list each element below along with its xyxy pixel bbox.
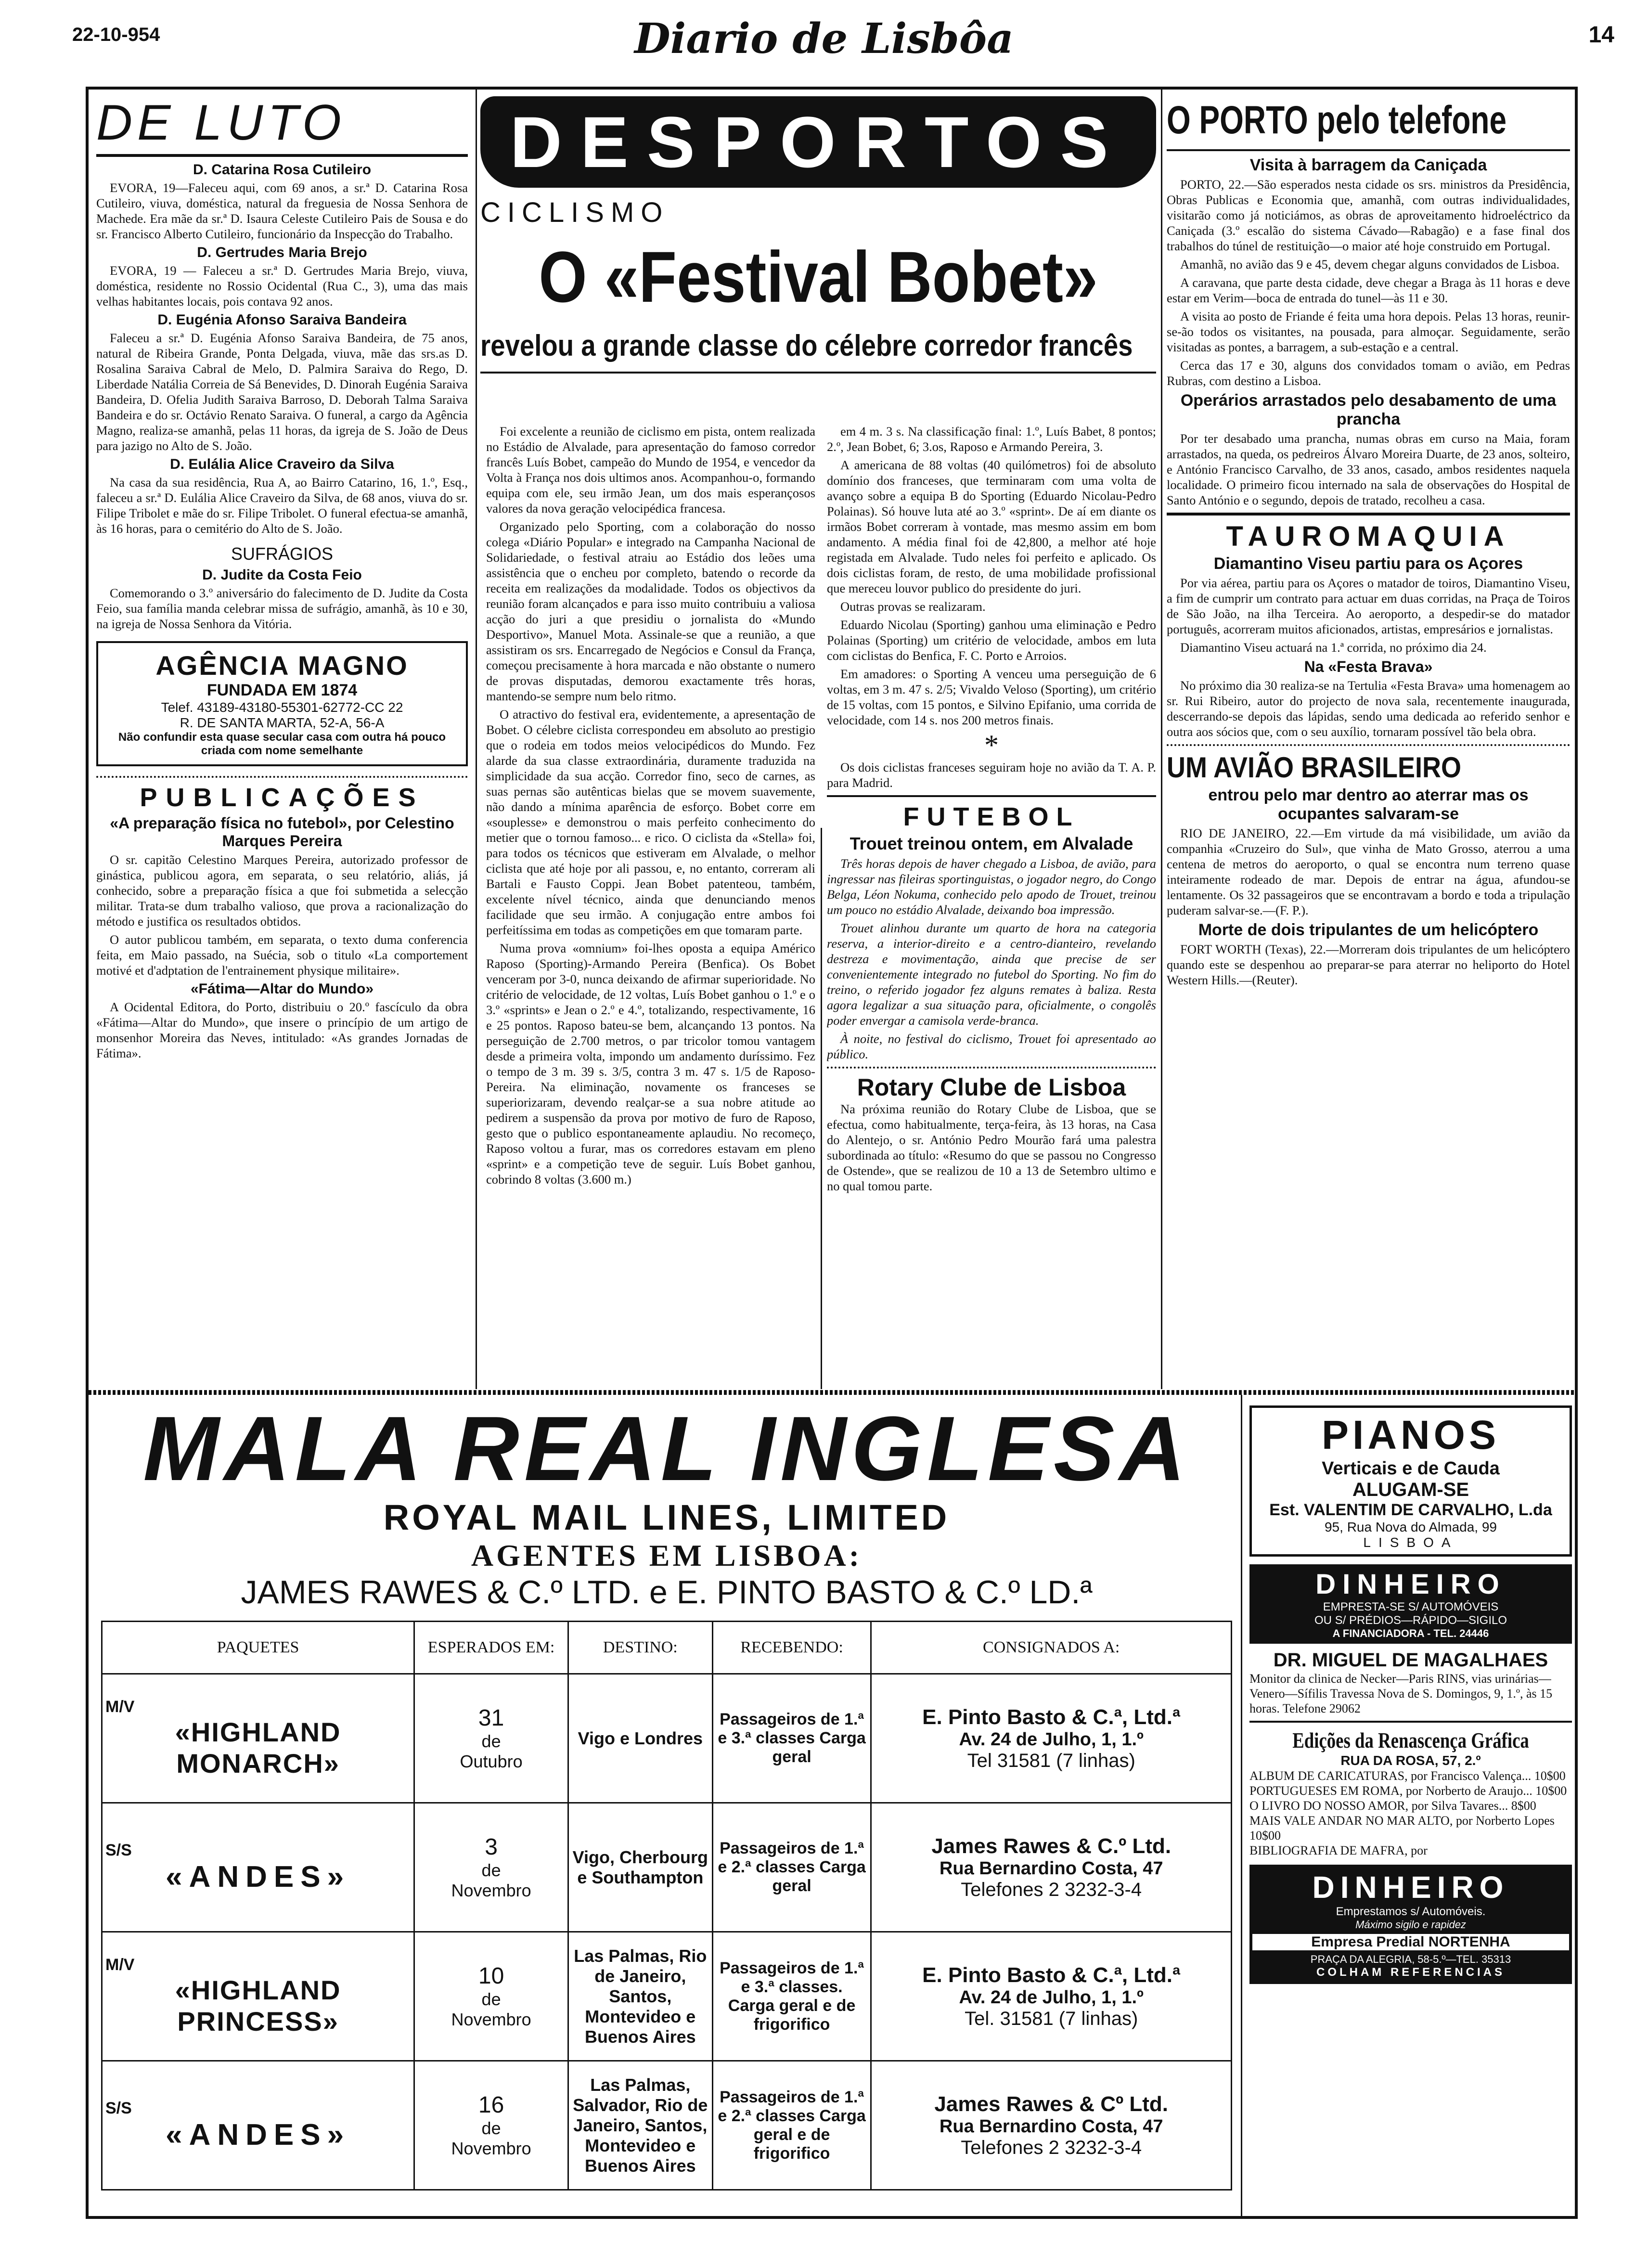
section-ciclismo: CICLISMO — [480, 197, 670, 228]
porto-head: Visita à barragem da Caniçada — [1249, 156, 1487, 174]
arrival-day: 3 — [485, 1834, 498, 1860]
dinheiro-line: EMPRESTA-SE S/ AUTOMÓVEIS — [1323, 1600, 1499, 1613]
arrival-day: 31 — [478, 1705, 504, 1731]
obituary-text: Faleceu a sr.ª D. Eugénia Afonso Saraiva Bandeira, de 75 anos, natural de Ribeira Grande, Ponta Delgada, viuva, mãe das srs.as D. Rosalina Saraiva Cabral de Melo, D. Palmira Saraiva do Rego, D. Liberdade Natália Correia de Sá Benevides, D. Dinorah Eugénia Saraiva Bandeira, D. Ofelia Judith Saraiva Barroso, D. Deborah Talma Saraiva Bandeira e do sr. Octávio Renato Saraiva. O funeral, a cargo da Agência Magno, realiza-se amanhã, pelas 11 horas, da igreja de S. João de Deus para jazigo no Alto de S. João. — [96, 331, 468, 453]
pianos-title: PIANOS — [1321, 1412, 1500, 1457]
article-paragraph: Numa prova «omnium» foi-lhes oposta a equipa Américo Raposo (Sporting)-Armando Pereira (Benfica). Os Bobet venceram por 3-0, nunca deixando de afirmar superioridade. No critério de velocidade, de 12 voltas, Luís Bobet ganhou o 1.º e o 3.º «sprints» e Jean o 2.º e 4.º, totalizando, respectivamente, 16 e 25 pontos. Raposo bateu-se bem, alcançando 13 pontos. Na perseguição de 2.700 metros, o par tricolor tomou vantagem desde a primeira volta, impondo um andamento duríssimo. Fez o tempo de 3 m. 39 s. 3/5, contra 3 m. 47 s. 1/5 de Raposo-Pereira. Na eliminação, novamente os franceses se superiorizaram, devendo realçar-se a sua nobre atitude ao pedirem a suspensão da prova por motivo de furo de Raposo, gesto que o publico espontaneamente aplaudiu. No recomeço, Raposo voltou a furar, mas os corredores estavam em pleno «sprint» e a competição teve de seguir. Luís Bobet ganhou, cobrindo 8 voltas (3.600 m.) — [486, 941, 815, 1186]
consignee-address: Rua Bernardino Costa, 47 — [939, 1858, 1163, 1879]
luto-title: DE LUTO — [96, 96, 346, 151]
receiving: Passageiros de 1.ª e 3.ª classes Carga geral — [712, 1674, 871, 1803]
arrival-month: Novembro — [451, 2139, 531, 2158]
porto-text: A visita ao posto de Friande é feita uma hora depois. Pelas 13 horas, reunir-se-ão todos os visitantes, na pousada, para almoçar. Seguidamente, serão visitadas as pontes, a barragem, a sub-estação e a central. — [1167, 309, 1570, 354]
divider — [827, 795, 1156, 797]
arrival-day: 16 — [478, 2092, 504, 2118]
agencia-magno-ad — [96, 641, 468, 766]
receiving: Passageiros de 1.ª e 2.ª classes Carga geral — [712, 1803, 871, 1932]
renascenca-item: MAIS VALE ANDAR NO MAR ALTO, por Norberto Lopes 10$00 — [1249, 1814, 1555, 1843]
pianos-ad — [1249, 1405, 1572, 1557]
consignee-phone: Telefones 2 3232-3-4 — [961, 2137, 1142, 2158]
receiving: Passageiros de 1.ª e 3.ª classes. Carga geral e de frigorifico — [712, 1932, 871, 2061]
column-header: CONSIGNADOS A: — [871, 1622, 1232, 1674]
obituary-name: D. Eulália Alice Craveiro da Silva — [170, 456, 394, 472]
vessel-name: «ANDES» — [166, 1860, 351, 1894]
aviao-head: entrou pelo mar dentro ao aterrar mas os ocupantes salvaram-se — [1208, 786, 1529, 823]
tauromaquia-head: Na «Festa Brava» — [1304, 658, 1433, 675]
consignee: E. Pinto Basto & C.ª, Ltd.ª — [922, 1963, 1181, 1987]
destination: Las Palmas, Salvador, Rio de Janeiro, Santos, Montevideo e Buenos Aires — [568, 2061, 712, 2190]
futebol-text: Três horas depois de haver chegado a Lisboa, de avião, para ingressar nas fileiras sportinguistas, o jogador negro, do Congo Belga, Léon Nokuma, conhecido pelo apodo de Trouet, treinou um pouco no estádio Alvalade, deixando boa impressão. — [827, 856, 1156, 917]
ship-schedule-table — [101, 1621, 1232, 2191]
article-paragraph: em 4 m. 3 s. Na classificação final: 1.º, Luís Babet, 8 pontos; 2.º, Jean Bobet, 6; 3.os, Raposo e Armando Pereira, 3. — [827, 424, 1156, 454]
tauromaquia-title: TAUROMAQUIA — [1226, 521, 1511, 552]
vessel-type: S/S — [105, 2099, 132, 2117]
column-divider — [1241, 1395, 1242, 2216]
divider — [480, 372, 1156, 374]
newspaper-title: Diario de Lisbôa — [634, 14, 1014, 63]
consignee: E. Pinto Basto & C.ª, Ltd.ª — [922, 1705, 1181, 1729]
table-row — [102, 2061, 1232, 2190]
vessel-name: «ANDES» — [166, 2118, 351, 2152]
pianos-line: Verticais e de Cauda — [1322, 1458, 1500, 1479]
luto-column — [96, 96, 468, 1386]
pianos-line: LISBOA — [1363, 1535, 1458, 1550]
article-paragraph: O atractivo do festival era, evidentemente, a apresentação de Bobet. O célebre ciclista correspondeu em absoluto ao prestigio que o rodeia em todos meios velocipédicos do Mundo. Fez alarde da sua classe extraordinária, duramente traduzida na simplicidade da sua acção. Corredor fino, seco de carnes, as suas pernas são autênticas bielas que se movem suavemente, não dando a mínima aparência de esforço. Bobet corre em «souplesse» e demonstrou o mais perfeito conhecimento do metier que o tornou famoso... e rico. O ciclista da «Stella» foi, para todos os técnicos que estiveram em Alvalade, o melhor ciclista que até hoje por ali passou, e, no entanto, correram ali Bartali e Fausto Coppi. Jean Bobet patenteou, também, excelente nível técnico, ainda que denunciando menos facilidade que seu irmão. A conjugação entre ambos foi perfeitíssima em todas as competições em que tomaram parte. — [486, 707, 815, 937]
desportos-banner: DESPORTOS — [480, 96, 1156, 188]
article-paragraph: Organizado pelo Sporting, com a colaboração do nosso colega «Diário Popular» e integrado na Campanha Nacional de Solidariedade, o festival atraiu ao Estádio dos leões uma assistência que o encheu por completo, batendo o recorde da receita em realizações da modalidade. Todos os objectivos da reunião foram alcançados e para isso muito contribuiu a valiosa acção do juri a que presidiu o jornalista do «Mundo Desportivo», Manuel Mota. Assinale-se que a reunião, a que assistiram os srs. Encarregado de Negócios e Consul da França, começou precisamente à hora marcada e não obstante o numero de provas disputadas, demorou exactamente três horas, mantendo-se sempre num belo ritmo. — [486, 519, 815, 703]
aviao-text: RIO DE JANEIRO, 22.—Em virtude da má visibilidade, um avião da companhia «Cruzeiro do Sul», que vinha de Mato Grosso, aterrou a uma centena de metros do aeroporto, o qual se encontra num terreno quase inteiramente rodeado de mar. Depois de entrar na água, afundou-se lentamente. Os 32 passageiros que se encontravam a bordo e toda a tripulação puderam salvar-se.—(F. P.). — [1167, 826, 1570, 917]
aviao-text: FORT WORTH (Texas), 22.—Morreram dois tripulantes de um helicóptero quando este se despenhou ao preparar-se para aterrar no heliporto do Hotel Western Hills.—(Reuter). — [1167, 942, 1570, 987]
dinheiro-line: Emprestamos s/ Automóveis. — [1336, 1905, 1486, 1918]
futebol-title: FUTEBOL — [903, 802, 1080, 831]
dinheiro-line: Máximo sigilo e rapidez — [1355, 1919, 1466, 1931]
destination: Vigo e Londres — [568, 1674, 712, 1803]
date-de: de — [481, 2118, 501, 2138]
porto-head: Operários arrastados pelo desabamento de uma prancha — [1180, 391, 1557, 428]
publicacoes-text: O autor publicou também, em separata, o texto duma conferencia feita, em Maio passado, na Suécia, sob o titulo «La comportement motivé et d'adptation de l'entrainement physique militaire». — [96, 932, 468, 978]
ciclismo-column-2 — [827, 424, 1156, 1386]
mala-real-title: MALA REAL INGLESA — [143, 1401, 1190, 1500]
mala-real-ad — [101, 1401, 1232, 2209]
consignee-phone: Tel 31581 (7 linhas) — [967, 1750, 1135, 1771]
divider — [1249, 1721, 1572, 1723]
obituary-name: D. Gertrudes Maria Brejo — [197, 245, 367, 260]
dinheiro-title: DINHEIRO — [1312, 1870, 1509, 1905]
arrival-day: 10 — [478, 1963, 504, 1989]
porto-text: PORTO, 22.—São esperados nesta cidade os srs. ministros da Presidência, Obras Publicas e Economia que, amanhã, com outras individualidades, visitarão como já noticiámos, as obras de aproveitamento hidroeléctrico da Caniçada (3.º escalão do sistema Cávado—Rabagão) e a fase final dos trabalhos do túnel de restituição—o maior até hoje construido em Portugal. — [1167, 177, 1570, 253]
consignee-phone: Telefones 2 3232-3-4 — [961, 1879, 1142, 1900]
article-paragraph: Foi excelente a reunião de ciclismo em pista, ontem realizada no Estádio de Alvalade, para apresentação do famoso corredor francês Luís Bobet, campeão do Mundo de 1954, e vencedor da Volta à França nos dois ultimos anos. Acompanhou-o, formando equipa com ele, seu irmão Jean, um dos mais esperançosos valores da nova geração velocipédica francesa. — [486, 424, 815, 515]
consignee-address: Rua Bernardino Costa, 47 — [939, 2116, 1163, 2137]
desportos-subhead: revelou a grande classe do célebre corredor francês — [480, 329, 1133, 362]
column-divider — [476, 90, 477, 1389]
renascenca-address: RUA DA ROSA, 57, 2.º — [1340, 1753, 1481, 1768]
dinheiro-line: COLHAM REFERENCIAS — [1316, 1966, 1505, 1979]
publicacoes-text: A Ocidental Editora, do Porto, distribuiu o 20.º fascículo da obra «Fátima—Altar do Mundo», que insere o princípio de um artigo de monsenhor Moreira das Neves, intitulado: «As grandes Jornadas de Fátima». — [96, 1000, 468, 1060]
obituary-text: EVORA, 19—Faleceu aqui, com 69 anos, a sr.ª D. Catarina Rosa Cutileiro, viuva, doméstica, natural da freguesia de Nossa Senhora de Machede. Era mãe da sr.ª D. Isaura Celeste Cutileiro Pais de Sousa e do sr. Francisco Alberto Cutileiro, funcionário da Inspecção do Trabalho. — [96, 180, 468, 241]
article-paragraph: Em amadores: o Sporting A venceu uma perseguição de 6 voltas, em 3 m. 47 s. 2/5; Vivaldo Veloso (Sporting), um critério de 15 voltas, com 15 pontos, e Silvino Epifanio, uma corrida de velocidade, com 14 s. nos 200 metros finais. — [827, 667, 1156, 727]
arrival-month: Outubro — [460, 1752, 523, 1771]
vessel-name: «HIGHLAND MONARCH» — [175, 1717, 341, 1778]
renascenca-title: Edições da Renascença Gráfica — [1292, 1728, 1529, 1753]
magalhaes-text: Monitor da clinica de Necker—Paris RINS, vias urinárias—Venero—Sífilis Travessa Nova de S. Domingos, 9, 1.º, às 15 horas. Telefone 29062 — [1249, 1672, 1553, 1715]
date-de: de — [481, 1989, 501, 2009]
porto-text: Cerca das 17 e 30, alguns dos convidados tomam o avião, em Pedras Rubras, com destino a Lisboa. — [1167, 358, 1570, 388]
aviao-title: UM AVIÃO BRASILEIRO — [1167, 751, 1462, 784]
destination: Las Palmas, Rio de Janeiro, Santos, Montevideo e Buenos Aires — [568, 1932, 712, 2061]
date-de: de — [481, 1860, 501, 1880]
column-divider — [821, 828, 822, 1389]
tauromaquia-head: Diamantino Viseu partiu para os Açores — [1213, 554, 1523, 573]
desportos-headline: O «Festival Bobet» — [539, 236, 1098, 317]
sufragios-name: D. Judite da Costa Feio — [202, 567, 362, 583]
obituary-name: D. Eugénia Afonso Saraiva Bandeira — [157, 312, 407, 328]
dinheiro-line: Empresa Predial NORTENHA — [1252, 1934, 1569, 1950]
section-rule — [89, 1390, 1575, 1395]
article-paragraph: Os dois ciclistas franceses seguiram hoje no avião da T. A. P. para Madrid. — [827, 760, 1156, 790]
page-number: 14 — [1588, 22, 1614, 48]
news-column-right — [1167, 96, 1570, 1386]
consignee-address: Av. 24 de Julho, 1, 1.º — [959, 1729, 1144, 1750]
dinheiro-title: DINHEIRO — [1315, 1569, 1506, 1600]
agencia-phones: Telef. 43189-43180-55301-62772-CC 22 — [161, 700, 403, 715]
renascenca-ad — [1249, 1727, 1572, 1858]
dinheiro-ad-2 — [1249, 1865, 1572, 1984]
magalhaes-ad — [1249, 1649, 1572, 1716]
porto-text: Por ter desabado uma prancha, numas obras em curso na Maia, foram arrastados, na queda, os pedreiros Álvaro Moreira Duarte, de 23 anos, solteiro, e António Francisco Carvalho, de 33 anos, casado, ambos residentes naquela localidade. O primeiro ficou internado na sala de observações do Hospital de Santo António e o segundo, depois de tratado, recolheu a casa. — [1167, 431, 1570, 507]
ciclismo-column-1 — [486, 424, 815, 1386]
pianos-line: Est. VALENTIM DE CARVALHO, L.da — [1269, 1501, 1552, 1519]
column-header: DESTINO: — [568, 1622, 712, 1674]
publicacoes-text: O sr. capitão Celestino Marques Pereira, autorizado professor de ginástica, publicou agora, em separata, o seu relatório, aliás, já conhecido, sobre a preparação física a que foi submetida a selecção militar. Trata-se dum trabalho valioso, que prova a racionalização do método e justifica os resultados obtidos. — [96, 852, 468, 928]
renascenca-item: ALBUM DE CARICATURAS, por Francisco Valença... 10$00 — [1249, 1769, 1566, 1783]
destination: Vigo, Cherbourg e Southampton — [568, 1803, 712, 1932]
renascenca-item: O LIVRO DO NOSSO AMOR, por Silva Tavares... 8$00 — [1249, 1799, 1536, 1813]
dinheiro-line: PRAÇA DA ALEGRIA, 58-5.º—TEL. 35313 — [1310, 1953, 1511, 1965]
dinheiro-ad-1 — [1249, 1564, 1572, 1644]
agencia-address: R. DE SANTA MARTA, 52-A, 56-A — [180, 715, 385, 730]
vessel-type: M/V — [105, 1956, 135, 1974]
ads-column — [1249, 1405, 1572, 2214]
renascenca-item: PORTUGUESES EM ROMA, por Norberto de Araujo... 10$00 — [1249, 1784, 1567, 1798]
aviao-head: Morte de dois tripulantes de um helicóptero — [1198, 921, 1539, 939]
arrival-month: Novembro — [451, 2010, 531, 2029]
divider — [827, 1067, 1156, 1069]
obituary-text: EVORA, 19 — Faleceu a sr.ª D. Gertrudes Maria Brejo, viuva, doméstica, residente no Rossio Ocidental (Rua C., 3), uma das mais velhas habitantes locais, pois contava 92 anos. — [96, 263, 468, 309]
obituary-text: Na casa da sua residência, Rua A, ao Bairro Catarino, 16, 1.º, Esq., faleceu a sr.ª D. Eulália Alice Craveiro da Silva, de 68 anos, viuva do sr. Filipe Tribolet e mãe do sr. Filipe Tribolet. O funeral efectua-se amanhã, às 16 horas, para o cemitério do Alto de S. João. — [96, 475, 468, 536]
divider — [1167, 149, 1570, 151]
agencia-note: Não confundir esta quase secular casa com outra há pouco criada com nome semelhante — [118, 731, 446, 757]
vessel-type: M/V — [105, 1698, 135, 1716]
agencia-name: AGÊNCIA MAGNO — [155, 650, 409, 681]
article-paragraph: Outras provas se realizaram. — [840, 599, 986, 614]
tauromaquia-text: No próximo dia 30 realiza-se na Tertulia «Festa Brava» uma homenagem ao sr. Rui Ribeiro, autor do projecto de nova sala, recentemente inaugurada, descerrando-se depois das lápidas, sendo uma dedicada ao referido senhor e outra aos sócios que, com o seu auxílio, tornaram possível tão bela obra. — [1167, 678, 1570, 739]
consignee-phone: Tel. 31581 (7 linhas) — [965, 2008, 1138, 2029]
article-paragraph: A americana de 88 voltas (40 quilómetros) foi de absoluto domínio dos franceses, que terminaram com uma volta de avanço sobre a equipa B do Sporting (Eduardo Nicolau-Pedro Polainas). Só houve luta até ao 3.º «sprint». De aí em diante os irmãos Bobet correram à vontade, mas mesmo assim em bom andamento. A média final foi de 42,800, a melhor até hoje registada em Alvalade. Tudo neles foi perfeito e aplicado. Os dois ciclistas foram, de resto, de uma mobilidade profissional que mereceu louvor publico do presidente do juri. — [827, 458, 1156, 595]
divider — [1167, 513, 1570, 515]
date-de: de — [481, 1731, 501, 1751]
vessel-name: «HIGHLAND PRINCESS» — [175, 1975, 341, 2036]
sufragios-text: Comemorando o 3.º aniversário do falecimento de D. Judite da Costa Feio, sua família manda celebrar missa de sufrágio, amanhã, às 10 e 30, na igreja de Nossa Senhora da Vitória. — [96, 586, 468, 631]
mala-real-sub2: AGENTES EM LISBOA: — [471, 1538, 863, 1572]
porto-title: O PORTO pelo telefone — [1167, 98, 1507, 142]
column-header: PAQUETES — [102, 1622, 414, 1674]
consignee: James Rawes & C.º Ltd. — [931, 1834, 1172, 1858]
rotary-text: Na próxima reunião do Rotary Clube de Lisboa, que se efectua, como habitualmente, terça-feira, às 13 horas, na Casa do Alentejo, o sr. António Pedro Mourão fará uma palestra subordinada ao título: «Resumo do que se passou no Congresso de Ostende», que se realizou de 10 a 13 de Setembro ultimo e no qual tomou parte. — [827, 1102, 1156, 1193]
column-header: RECEBENDO: — [712, 1622, 871, 1674]
consignee-address: Av. 24 de Julho, 1, 1.º — [959, 1987, 1144, 2008]
column-header: ESPERADOS EM: — [414, 1622, 568, 1674]
publicacoes-head: «A preparação física no futebol», por Celestino Marques Pereira — [110, 814, 454, 850]
table-row — [102, 1803, 1232, 1932]
obituary-name: D. Catarina Rosa Cutileiro — [193, 162, 372, 178]
renascenca-item: BIBLIOGRAFIA DE MAFRA, por — [1249, 1843, 1428, 1857]
futebol-head: Trouet treinou ontem, em Alvalade — [850, 834, 1133, 853]
pianos-line: 95, Rua Nova do Almada, 99 — [1324, 1520, 1497, 1534]
table-row — [102, 1932, 1232, 2061]
dinheiro-line: OU S/ PRÉDIOS—RÁPIDO—SIGILO — [1314, 1614, 1507, 1627]
futebol-text: À noite, no festival do ciclismo, Trouet foi apresentado ao público. — [827, 1031, 1156, 1061]
agencia-founded: FUNDADA EM 1874 — [206, 681, 358, 699]
issue-date: 22-10-954 — [72, 24, 160, 45]
receiving: Passageiros de 1.ª e 2.ª classes Carga geral e de frigorifico — [712, 2061, 871, 2190]
porto-text: Amanhã, no avião das 9 e 45, devem chegar alguns convidados de Lisboa. — [1180, 257, 1560, 271]
mala-real-sub3: JAMES RAWES & C.º LTD. e E. PINTO BASTO & C.º LD.ª — [241, 1574, 1093, 1611]
arrival-month: Novembro — [451, 1881, 531, 1900]
column-divider — [1161, 90, 1162, 1389]
consignee: James Rawes & Cº Ltd. — [934, 2092, 1168, 2116]
pianos-line: ALUGAM-SE — [1352, 1479, 1469, 1500]
article-paragraph: Eduardo Nicolau (Sporting) ganhou uma eliminação e Pedro Polainas (Sporting) um critério de velocidade, ambos em luta com ciclistas do Benfica, F. C. Porto e Arroios. — [827, 618, 1156, 663]
publicacoes-head: «Fátima—Altar do Mundo» — [190, 981, 374, 997]
tauromaquia-text: Por via aérea, partiu para os Açores o matador de toiros, Diamantino Viseu, a fim de cumprir um contrato para actuar em duas corridas, na Praça de Toiros de São João, na ilha Terceira. Ao aeroporto, a despedir-se do matador português, acorreram muitos aficionados, artistas, empresários e jornalistas. — [1167, 576, 1570, 636]
divider — [96, 154, 468, 157]
divider — [1167, 744, 1570, 746]
rotary-title: Rotary Clube de Lisboa — [857, 1074, 1126, 1101]
table-header-row — [102, 1622, 1232, 1674]
publicacoes-title: PUBLICAÇÕES — [140, 783, 425, 812]
magalhaes-title: DR. MIGUEL DE MAGALHAES — [1273, 1649, 1548, 1671]
star-separator: * — [984, 729, 999, 761]
table-row — [102, 1674, 1232, 1803]
porto-text: A caravana, que parte desta cidade, deve chegar a Braga às 11 horas e deve estar em Verim—boca de entrada do tunel—às 11 e 30. — [1167, 275, 1570, 305]
divider — [96, 776, 468, 778]
futebol-text: Trouet alinhou durante um quarto de hora na categoria reserva, a interior-direito e a centro-dianteiro, revelando destreza e movimentação, ainda que precise de ser convenientemente integrado no futebol do Sporting. No fim do treino, o referido jogador fez alguns remates à baliza. Resta agora legalizar a sua situação para, oficialmente, o congolês poder envergar a camisola verde-branca. — [827, 921, 1156, 1028]
dinheiro-line: A FINANCIADORA - TEL. 24446 — [1332, 1627, 1489, 1639]
sufragios-title: SUFRÁGIOS — [231, 544, 334, 564]
vessel-type: S/S — [105, 1841, 132, 1859]
tauromaquia-text: Diamantino Viseu actuará na 1.ª corrida, no próximo dia 24. — [1180, 640, 1487, 655]
mala-real-sub1: ROYAL MAIL LINES, LIMITED — [383, 1497, 950, 1537]
